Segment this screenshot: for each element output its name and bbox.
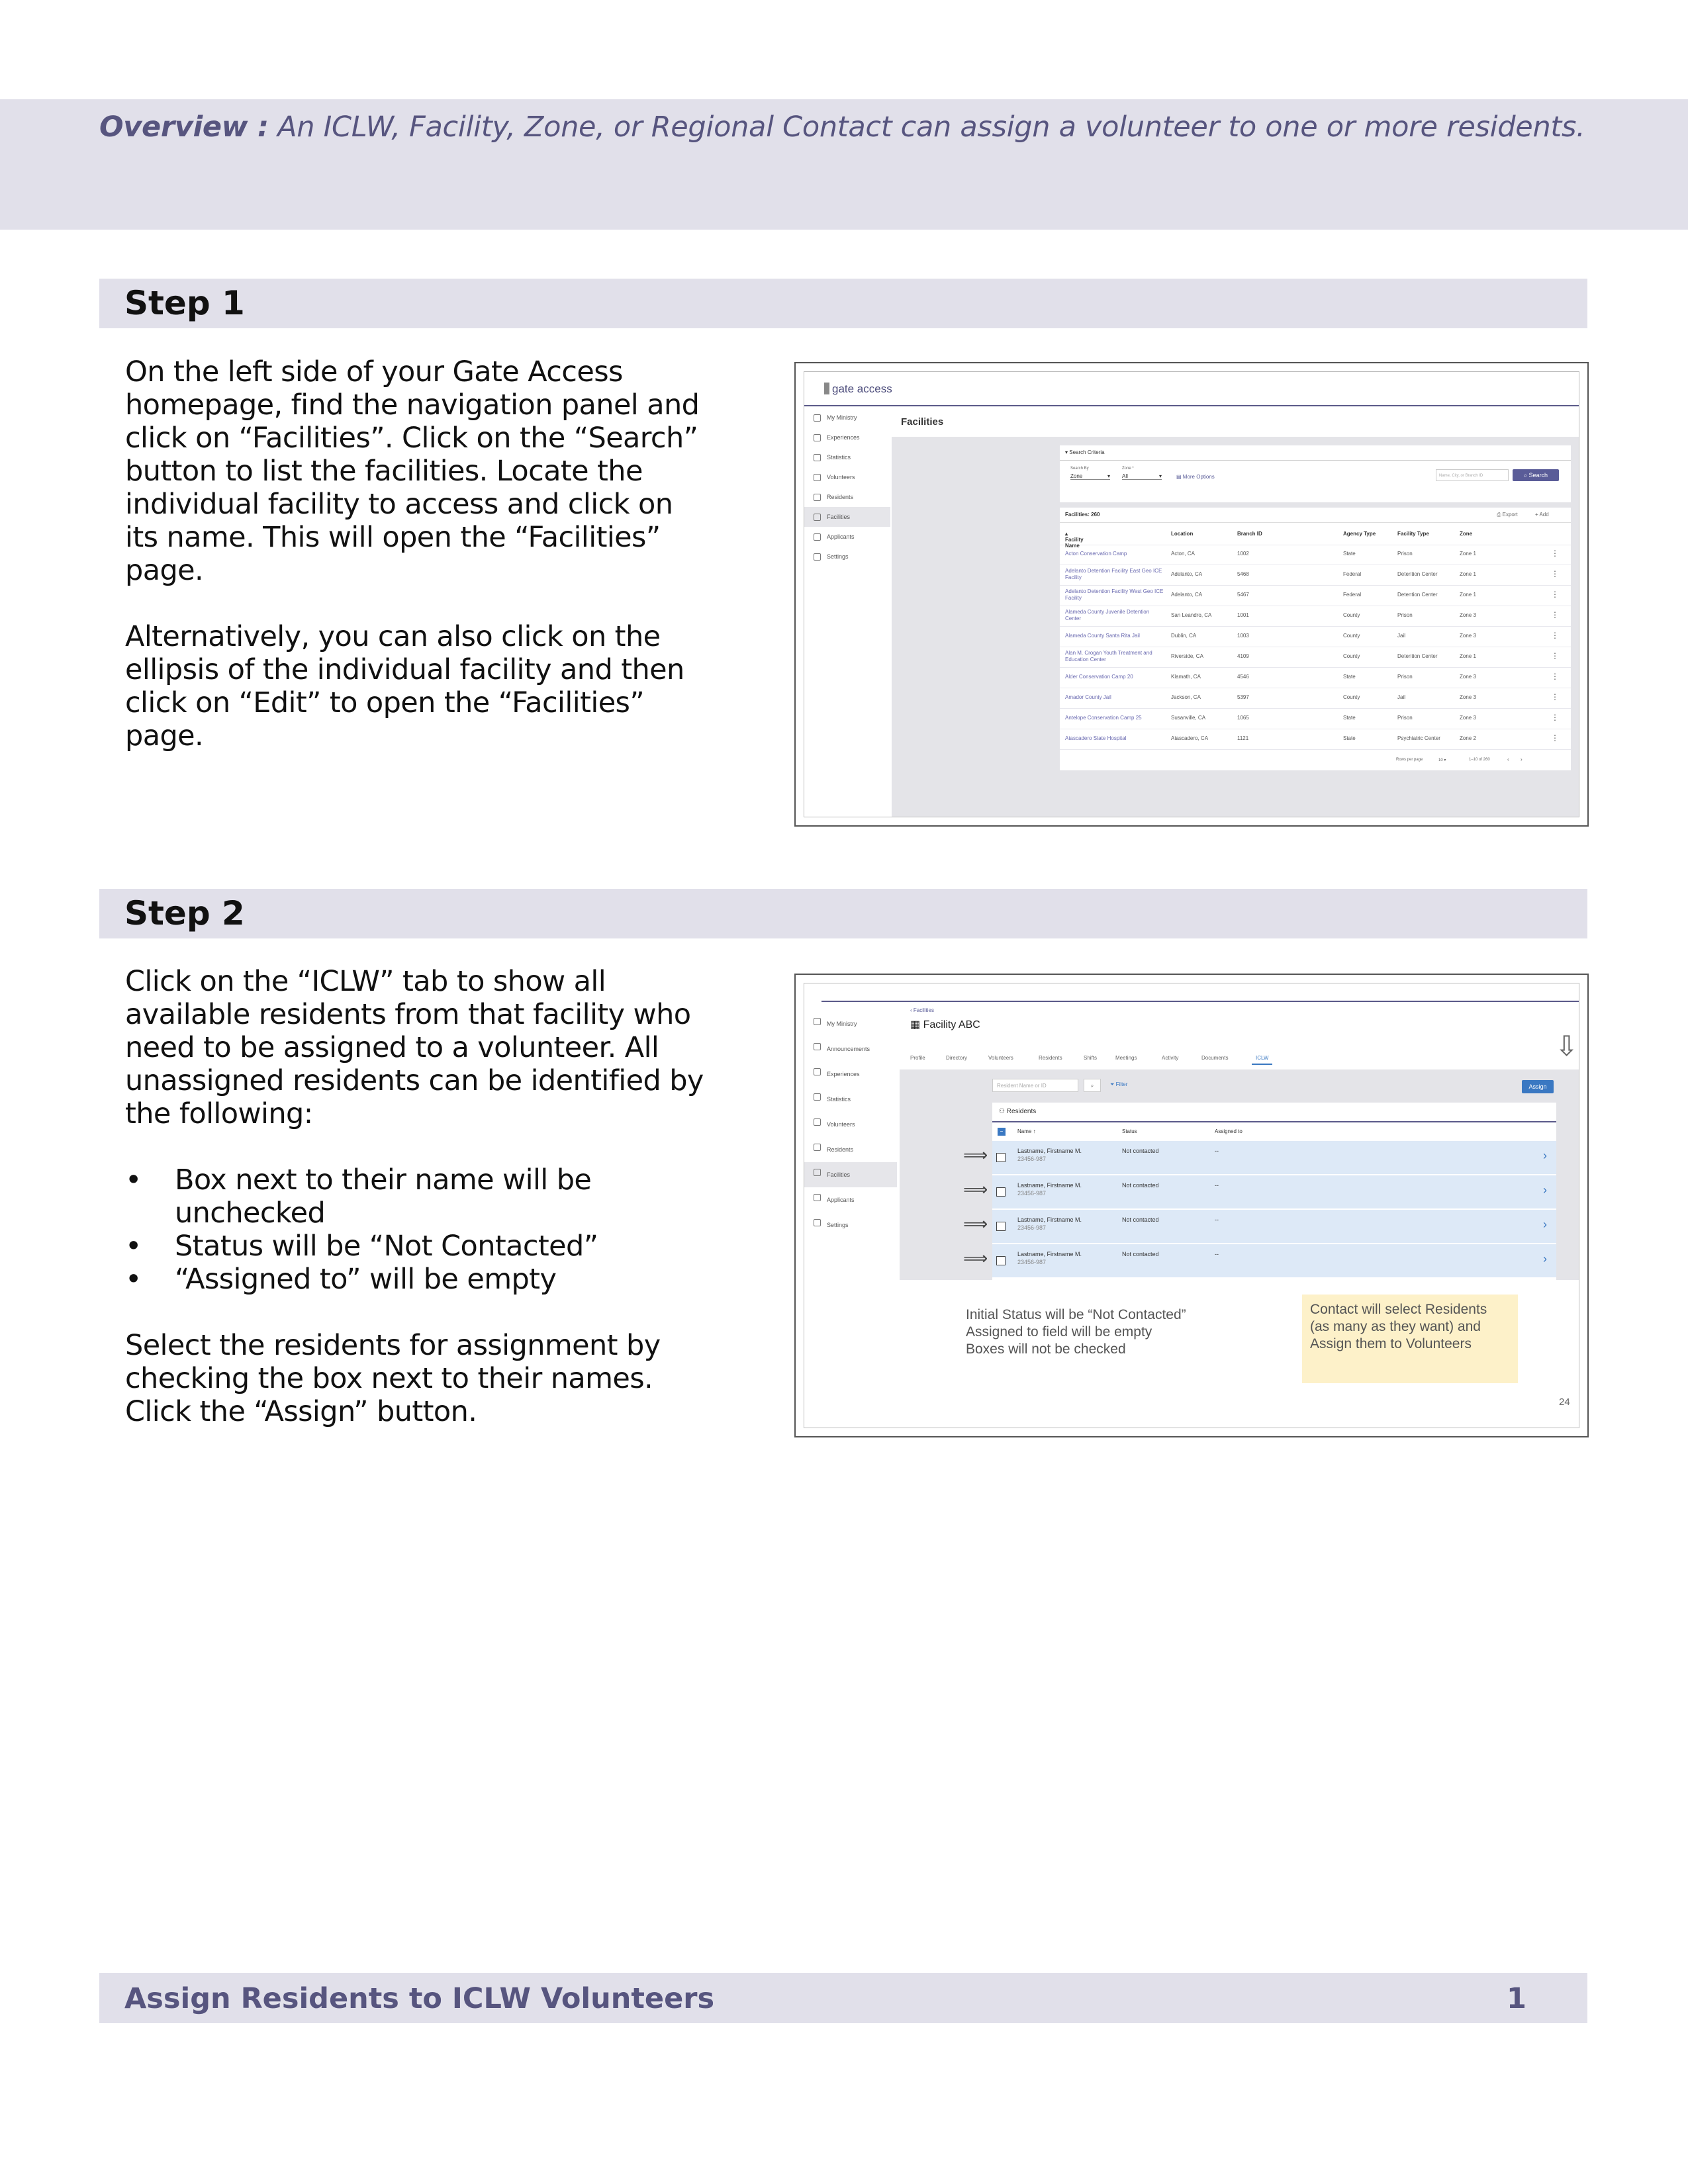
table-cell: Detention Center [1397, 571, 1438, 577]
search-by-select[interactable]: Zone ▾ [1070, 473, 1110, 479]
step2-intro: Click on the “ICLW” tab to show all available residents from that facility who need to be assigned to a volunteer. All unassigned residents can be identified by the following: [125, 965, 704, 1130]
initial-status-note: Initial Status will be “Not Contacted” Assigned to field will be empty Boxes will not be checked [966, 1307, 1186, 1357]
step2-header [99, 889, 1587, 938]
facility-name-link[interactable]: Adelanto Detention Facility East Geo ICE Facility [1065, 568, 1162, 580]
list-item: • Status will be “Not Contacted” [125, 1230, 708, 1263]
tab-directory[interactable]: Directory [946, 1055, 968, 1061]
facility-name-link[interactable]: Adelanto Detention Facility West Geo ICE Facility [1065, 588, 1164, 601]
row-ellipsis-icon[interactable]: ⋮ [1551, 651, 1559, 660]
pointer-arrow-icon: ⟹ [963, 1145, 988, 1165]
search-by-label: Search By [1070, 467, 1089, 471]
side-nav [804, 408, 890, 567]
row-checkbox[interactable] [996, 1256, 1006, 1265]
step1-paragraph-1: On the left side of your Gate Access homepage, find the navigation panel and click on “Facilities”. Click on the “Search” button to list the facilities. Locate the individual facility to access and click on its name. This will open the “Facilities” page. [125, 355, 700, 587]
table-row[interactable] [1060, 729, 1571, 750]
nav-my-ministry[interactable]: My Ministry [804, 1011, 897, 1036]
resident-id: 23456-987 [1017, 1224, 1047, 1231]
next-page-icon[interactable]: › [1521, 756, 1523, 762]
step1-body [125, 355, 708, 786]
facility-name-link[interactable]: Alameda County Juvenile Detention Center [1065, 609, 1150, 621]
nav-residents[interactable]: Residents [804, 1137, 897, 1162]
table-cell: Prison [1397, 612, 1413, 618]
table-cell: 5468 [1237, 571, 1249, 577]
table-row[interactable] [963, 1210, 1556, 1244]
resident-status: Not contacted [1122, 1216, 1159, 1223]
table-row[interactable] [1060, 565, 1571, 586]
row-ellipsis-icon[interactable]: ⋮ [1551, 713, 1559, 722]
table-cell: Acton, CA [1171, 551, 1196, 557]
search-criteria-card [1060, 445, 1571, 502]
table-cell: Zone 1 [1460, 551, 1476, 557]
search-button[interactable]: ⌕ Search [1513, 469, 1559, 481]
table-cell: Adelanto, CA [1171, 592, 1203, 598]
table-cell: Zone 1 [1460, 653, 1476, 659]
table-row[interactable] [963, 1141, 1556, 1175]
page-range: 1–10 of 260 [1469, 758, 1490, 762]
row-checkbox[interactable] [996, 1153, 1006, 1162]
app-header [804, 372, 1579, 406]
search-criteria-title[interactable]: ▾ Search Criteria [1065, 449, 1105, 455]
overview-text [99, 111, 1585, 144]
resident-name: Lastname, Firstname M. [1017, 1148, 1082, 1154]
main-area [892, 408, 1579, 817]
table-cell: Zone 3 [1460, 612, 1476, 618]
tab-bar [910, 1055, 1579, 1066]
iclw-panel [900, 1069, 1579, 1280]
facility-iclw-app [804, 983, 1579, 1428]
nav-my-ministry[interactable]: My Ministry [804, 408, 890, 428]
search-icon: ⌕ [1523, 472, 1527, 478]
table-cell: Detention Center [1397, 653, 1438, 659]
nav-experiences[interactable]: Experiences [804, 1062, 897, 1087]
tab-shifts[interactable]: Shifts [1084, 1055, 1098, 1061]
table-cell: 1121 [1237, 735, 1249, 741]
filter-button[interactable]: ⏷ Filter [1110, 1081, 1128, 1087]
table-cell: 1003 [1237, 633, 1249, 639]
nav-applicants[interactable]: Applicants [804, 1187, 897, 1212]
table-cell: Adelanto, CA [1171, 571, 1203, 577]
table-row[interactable] [1060, 545, 1571, 565]
tab-activity[interactable]: Activity [1162, 1055, 1179, 1061]
tab-meetings[interactable]: Meetings [1115, 1055, 1137, 1061]
col-status: Status [1122, 1128, 1137, 1134]
step2-screenshot [794, 974, 1589, 1437]
more-options-button[interactable]: ▤ More Options [1176, 474, 1215, 480]
col-facility-type: Facility Type [1397, 531, 1429, 537]
resident-status: Not contacted [1122, 1251, 1159, 1257]
table-cell: 1001 [1237, 612, 1249, 618]
facility-name-link[interactable]: Atascadero State Hospital [1065, 735, 1127, 741]
table-cell: Zone 3 [1460, 715, 1476, 721]
footer-title: Assign Residents to ICLW Volunteers [124, 1982, 715, 2015]
contact-selection-note: Contact will select Residents (as many as they want) and Assign them to Volunteers [1302, 1295, 1518, 1383]
facility-name-link[interactable]: Alan M. Crogan Youth Treatment and Education Center [1065, 650, 1152, 662]
col-zone: Zone [1460, 531, 1473, 537]
table-cell: 1002 [1237, 551, 1249, 557]
page-number: 1 [1507, 1982, 1526, 2015]
table-cell: County [1343, 653, 1360, 659]
residents-header: ⚇ Residents [999, 1108, 1037, 1115]
table-cell: State [1343, 735, 1356, 741]
export-button[interactable]: ⎙ Export [1497, 512, 1518, 518]
table-cell: Jackson, CA [1171, 694, 1201, 700]
row-ellipsis-icon[interactable]: ⋮ [1551, 692, 1559, 702]
nav-applicants[interactable]: Applicants [804, 527, 890, 547]
nav-volunteers[interactable]: Volunteers [804, 467, 890, 487]
page-title: Facilities [892, 408, 1579, 437]
resident-id: 23456-987 [1017, 1156, 1047, 1162]
table-cell: Zone 1 [1460, 571, 1476, 577]
tab-residents[interactable]: Residents [1039, 1055, 1062, 1061]
table-cell: Prison [1397, 715, 1413, 721]
table-cell: 4546 [1237, 674, 1249, 680]
rows-per-page-label: Rows per page [1396, 758, 1423, 762]
zone-select[interactable]: All ▾ [1122, 473, 1162, 479]
table-cell: State [1343, 551, 1356, 557]
nav-facilities[interactable]: Facilities [804, 507, 890, 527]
slide-number: 24 [1559, 1396, 1570, 1408]
table-cell: Zone 1 [1460, 592, 1476, 598]
facility-name-link[interactable]: Acton Conservation Camp [1065, 551, 1127, 557]
nav-statistics[interactable]: Statistics [804, 447, 890, 467]
row-ellipsis-icon[interactable]: ⋮ [1551, 631, 1559, 640]
assign-button[interactable]: Assign [1522, 1080, 1554, 1093]
table-cell: Jail [1397, 633, 1406, 639]
table-cell: State [1343, 715, 1356, 721]
tab-profile[interactable]: Profile [910, 1055, 925, 1061]
step1-paragraph-2: Alternatively, you can also click on the ellipsis of the individual facility and then click on “Edit” to open the “Facilities” page. [125, 620, 684, 752]
resident-search-input[interactable]: Resident Name or ID [992, 1079, 1078, 1092]
col-assigned-to: Assigned to [1215, 1128, 1243, 1134]
facility-name-link[interactable]: Alder Conservation Camp 20 [1065, 674, 1133, 680]
pointer-arrow-icon: ⟹ [963, 1248, 988, 1268]
table-cell: Klamath, CA [1171, 674, 1201, 680]
table-cell: Zone 3 [1460, 633, 1476, 639]
tab-volunteers[interactable]: Volunteers [988, 1055, 1013, 1061]
table-row[interactable] [963, 1175, 1556, 1209]
select-all-checkbox[interactable]: − [998, 1128, 1006, 1136]
col-branch-id: Branch ID [1237, 531, 1262, 537]
resident-status: Not contacted [1122, 1148, 1159, 1154]
nav-residents[interactable]: Residents [804, 487, 890, 507]
table-cell: County [1343, 633, 1360, 639]
table-cell: Jail [1397, 694, 1406, 700]
facilities-count: Facilities: 260 [1065, 512, 1100, 518]
overview-body: An ICLW, Facility, Zone, or Regional Contact can assign a volunteer to one or more residents. [268, 111, 1585, 144]
zone-label: Zone * [1122, 467, 1134, 471]
list-item: • “Assigned to” will be empty [125, 1263, 708, 1296]
building-icon: ▦ [910, 1019, 921, 1030]
resident-name: Lastname, Firstname M. [1017, 1216, 1082, 1223]
row-ellipsis-icon[interactable]: ⋮ [1551, 590, 1559, 599]
assigned-to: -- [1215, 1182, 1219, 1189]
resident-name: Lastname, Firstname M. [1017, 1182, 1082, 1189]
tab-iclw[interactable]: ICLW [1252, 1055, 1272, 1065]
step2-heading: Step 2 [124, 894, 245, 933]
table-cell: Psychiatric Center [1397, 735, 1440, 741]
table-cell: 1065 [1237, 715, 1249, 721]
step1-screenshot [794, 362, 1589, 827]
table-row[interactable] [963, 1244, 1556, 1278]
col-location: Location [1171, 531, 1194, 537]
nav-experiences[interactable]: Experiences [804, 428, 890, 447]
chevron-right-icon[interactable]: › [1543, 1218, 1547, 1231]
overview-banner [0, 99, 1688, 230]
row-checkbox[interactable] [996, 1222, 1006, 1231]
step2-outro: Select the residents for assignment by checking the box next to their names. Click the “Assign” button. [125, 1329, 661, 1428]
table-cell: County [1343, 612, 1360, 618]
facility-search-input[interactable]: Name, City, or Branch ID [1436, 469, 1509, 481]
table-row[interactable] [1060, 647, 1571, 668]
breadcrumb[interactable]: ‹ Facilities [910, 1007, 935, 1013]
search-icon[interactable]: ⌕ [1084, 1079, 1101, 1092]
people-icon: ⚇ [999, 1108, 1005, 1115]
table-cell: Zone 2 [1460, 735, 1476, 741]
assigned-to: -- [1215, 1148, 1219, 1154]
table-cell: Federal [1343, 592, 1362, 598]
table-row[interactable] [1060, 668, 1571, 688]
table-cell: Prison [1397, 674, 1413, 680]
row-ellipsis-icon[interactable]: ⋮ [1551, 733, 1559, 743]
assigned-to: -- [1215, 1251, 1219, 1257]
chevron-right-icon[interactable]: › [1543, 1149, 1547, 1162]
table-cell: Detention Center [1397, 592, 1438, 598]
resident-name: Lastname, Firstname M. [1017, 1251, 1082, 1257]
row-ellipsis-icon[interactable]: ⋮ [1551, 549, 1559, 558]
nav-facilities[interactable]: Facilities [804, 1162, 897, 1187]
chevron-right-icon[interactable]: › [1543, 1252, 1547, 1265]
filter-icon: ⏷ [1110, 1081, 1115, 1087]
residents-table [963, 1103, 1556, 1280]
table-cell: 5397 [1237, 694, 1249, 700]
export-icon: ⎙ [1497, 512, 1501, 518]
table-cell: Atascadero, CA [1171, 735, 1209, 741]
table-row[interactable] [1060, 709, 1571, 729]
table-row[interactable] [1060, 688, 1571, 709]
row-ellipsis-icon[interactable]: ⋮ [1551, 672, 1559, 681]
table-cell: Prison [1397, 551, 1413, 557]
gate-access-logo: gate access [824, 383, 892, 396]
resident-rows [963, 1141, 1556, 1280]
table-row[interactable] [1060, 627, 1571, 647]
step2-body [125, 965, 708, 1461]
down-arrow-icon: ⇩ [1555, 1030, 1579, 1062]
prev-page-icon[interactable]: ‹ [1507, 756, 1509, 762]
table-cell: Susanville, CA [1171, 715, 1206, 721]
facility-name-link[interactable]: Antelope Conservation Camp 25 [1065, 715, 1142, 721]
row-ellipsis-icon[interactable]: ⋮ [1551, 569, 1559, 578]
table-cell: San Leandro, CA [1171, 612, 1212, 618]
nav-settings[interactable]: Settings [804, 1212, 897, 1238]
add-button[interactable]: + Add [1535, 512, 1549, 518]
side-nav [804, 1011, 897, 1238]
table-row[interactable] [1060, 586, 1571, 606]
table-cell: 4109 [1237, 653, 1249, 659]
col-agency-type: Agency Type [1343, 531, 1376, 537]
table-cell: State [1343, 674, 1356, 680]
table-cell: Riverside, CA [1171, 653, 1203, 659]
table-cell: 5467 [1237, 592, 1249, 598]
pagination [1060, 754, 1571, 770]
facilities-app [804, 371, 1579, 817]
rows-per-page-select[interactable]: 10 ▾ [1438, 758, 1446, 762]
pointer-arrow-icon: ⟹ [963, 1179, 988, 1199]
col-name[interactable]: Name ↑ [1017, 1128, 1036, 1134]
page-footer [99, 1973, 1587, 2023]
page-title: ▦ Facility ABC [910, 1019, 980, 1030]
chevron-right-icon[interactable]: › [1543, 1183, 1547, 1197]
resident-id: 23456-987 [1017, 1259, 1047, 1265]
row-checkbox[interactable] [996, 1187, 1006, 1197]
facility-name-link[interactable]: Amador County Jail [1065, 694, 1111, 700]
row-ellipsis-icon[interactable]: ⋮ [1551, 610, 1559, 619]
pointer-arrow-icon: ⟹ [963, 1214, 988, 1234]
assigned-to: -- [1215, 1216, 1219, 1223]
table-header [992, 1124, 1556, 1140]
tab-documents[interactable]: Documents [1201, 1055, 1229, 1061]
nav-settings[interactable]: Settings [804, 547, 890, 567]
col-facility-name[interactable]: Facility Name ▴ [1065, 531, 1084, 549]
nav-announcements[interactable]: Announcements [804, 1036, 897, 1062]
nav-volunteers[interactable]: Volunteers [804, 1112, 897, 1137]
table-cell: Federal [1343, 571, 1362, 577]
table-header [1060, 525, 1571, 549]
facilities-table [1060, 508, 1571, 770]
table-cell: Zone 3 [1460, 694, 1476, 700]
facility-name-link[interactable]: Alameda County Santa Rita Jail [1065, 633, 1140, 639]
list-item: • Box next to their name will be unchecked [125, 1163, 708, 1230]
unassigned-criteria-list [125, 1163, 708, 1296]
table-row[interactable] [1060, 606, 1571, 627]
nav-statistics[interactable]: Statistics [804, 1087, 897, 1112]
resident-status: Not contacted [1122, 1182, 1159, 1189]
step1-heading: Step 1 [124, 284, 245, 322]
resident-id: 23456-987 [1017, 1190, 1047, 1197]
overview-label: Overview : [99, 111, 269, 144]
table-cell: Zone 3 [1460, 674, 1476, 680]
step1-header [99, 279, 1587, 328]
table-cell: Dublin, CA [1171, 633, 1197, 639]
table-cell: County [1343, 694, 1360, 700]
